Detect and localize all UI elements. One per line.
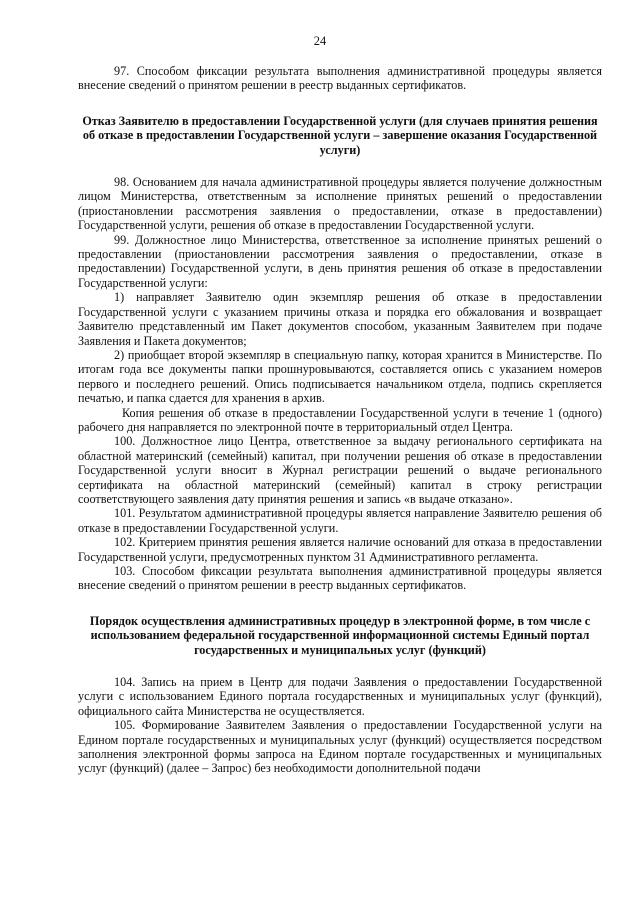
paragraph-105: 105. Формирование Заявителем Заявления о предоставлении Государственной услуги на Едином портале государственных и муниципальных услуг (функций) осуществляется посредством заполнения электронной формы запроса на Едином портале государственных и муниципальных услуг (функций) (далее – Запрос) без необходимости дополнительной подачи bbox=[78, 718, 602, 776]
paragraph-99: 99. Должностное лицо Министерства, ответственное за исполнение принятых решений о предоставлении (приостановлении рассмотрения заявления о предоставлении, отказе в предоставлении) Государственной услуги, в день принятия решения об отказе в предоставлении Государственной услуги: bbox=[78, 232, 602, 290]
section-heading-electronic-form: Порядок осуществления административных процедур в электронной форме, в том числе с использованием федеральной государственной информационной системы Единый портал государственных и муниципальных услуг (функций) bbox=[89, 613, 591, 657]
paragraph-99-item-2: 2) приобщает второй экземпляр в специальную папку, которая хранится в Министерстве. По итогам года все документы папки прошнуровываются, составляется опись с указанием номеров первого и последнего решений. Опись подписывается начальником отдела, подпись скрепляется печатью, и папка сдается для хранения в архив. bbox=[78, 347, 602, 406]
paragraph-copy-of-decision: Копия решения об отказе в предоставлении Государственной услуги в течение 1 (одного) рабочего дня направляется по электронной почте в территориальный отдел Центра. bbox=[78, 405, 602, 434]
section-heading-refusal: Отказ Заявителю в предоставлении Государственной услуги (для случаев принятия решения об отказе в предоставлении Государственной услуги – завершение оказания Государственной услуги) bbox=[82, 113, 598, 157]
paragraph-99-item-1: 1) направляет Заявителю один экземпляр решения об отказе в предоставлении Государственной услуги с указанием причины отказа и порядка его обжалования и возвращает Заявителю представленный им Пакет документов способом, указанным Заявителем при подаче Заявления и Пакета документов; bbox=[78, 290, 602, 348]
paragraph-101: 101. Результатом административной процедуры является направление Заявителю решения об отказе в предоставлении Государственной услуги. bbox=[78, 506, 602, 535]
paragraph-97: 97. Способом фиксации результата выполнения административной процедуры является внесение сведений о принятом решении в реестр выданных сертификатов. bbox=[78, 64, 602, 93]
paragraph-98: 98. Основанием для начала административной процедуры является получение должностным лицом Министерства, ответственным за исполнение принятых решений о предоставлении (приостановлении рассмотрения заявления о предоставлении, отказе в предоставлении) Государственной услуги, решения об отказе в предоставлении Государственной услуги. bbox=[78, 175, 602, 233]
page-number: 24 bbox=[313, 34, 327, 48]
document-body bbox=[78, 64, 602, 776]
paragraph-104: 104. Запись на прием в Центр для подачи Заявления о предоставлении Государственной услуги с использованием Единого портала государственных и муниципальных услуг (функций), официального сайта Министерства не осуществляется. bbox=[78, 675, 602, 718]
paragraph-103: 103. Способом фиксации результата выполнения административной процедуры является внесение сведений о принятом решении в реестр выданных сертификатов. bbox=[78, 564, 602, 593]
paragraph-100: 100. Должностное лицо Центра, ответственное за выдачу регионального сертификата на областной материнский (семейный) капитал, при получении решения об отказе в предоставлении Государственной услуги вносит в Журнал регистрации решений о выдаче регионального сертификата на областной материнский (семейный) капитал в строку регистрации соответствующего заявления дату принятия решения и запись «в выдаче отказано». bbox=[78, 434, 602, 506]
paragraph-102: 102. Критерием принятия решения является наличие оснований для отказа в предоставлении Государственной услуги, предусмотренных пунктом 31 Административного регламента. bbox=[78, 535, 602, 564]
